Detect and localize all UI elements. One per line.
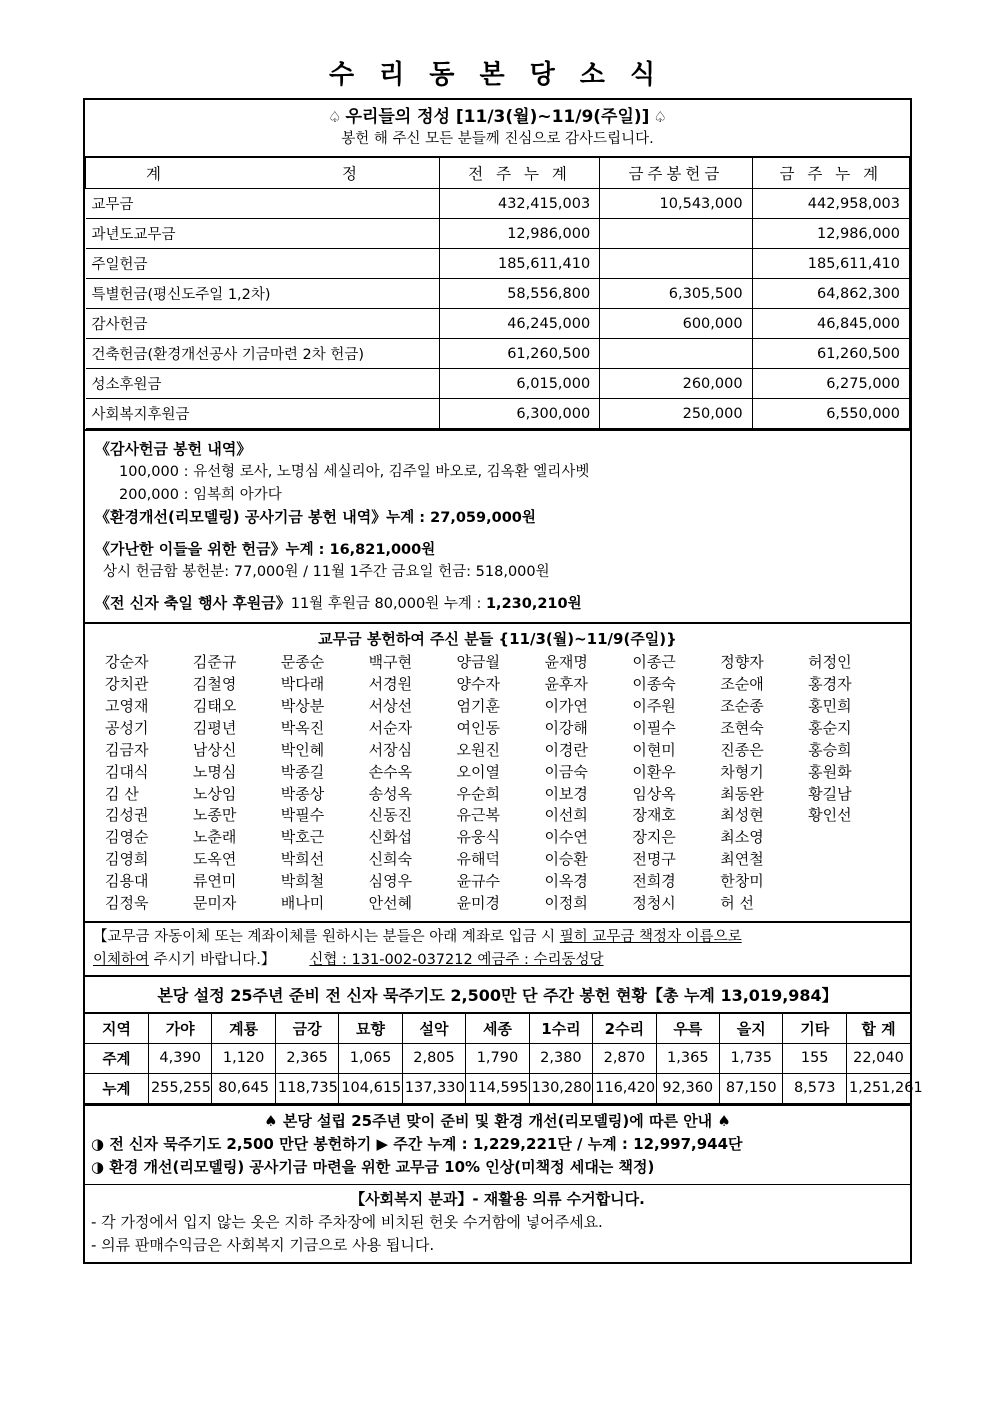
donor-name: 박다래 bbox=[280, 675, 325, 694]
offering-row-total: 185,611,410 bbox=[752, 249, 909, 279]
donor-name: 유근복 bbox=[456, 806, 501, 825]
donor-name: 신동진 bbox=[368, 806, 413, 825]
donor-name: 엄기훈 bbox=[456, 697, 501, 716]
donor-name: 오원진 bbox=[456, 740, 501, 759]
offering-row-week: 6,305,500 bbox=[600, 279, 752, 309]
announcement-item-1 bbox=[85, 1133, 910, 1156]
poor-heading: 《가난한 이들을 위한 헌금》 bbox=[95, 539, 286, 558]
region-weekly-value: 1,365 bbox=[656, 1043, 719, 1073]
region-table-header-row bbox=[85, 1013, 910, 1043]
donor-names-grid bbox=[85, 652, 910, 915]
donor-name: 이환우 bbox=[632, 762, 676, 781]
donor-name: 전명구 bbox=[632, 850, 676, 869]
col-header-account-a: 계 bbox=[146, 164, 161, 183]
donor-name: 홍경자 bbox=[808, 675, 852, 694]
donor-name: 노상임 bbox=[192, 784, 237, 803]
donor-name: 최성현 bbox=[720, 806, 764, 825]
donor-name: 정향자 bbox=[720, 653, 764, 672]
poor-fund-line bbox=[95, 538, 910, 561]
offering-row-week: 260,000 bbox=[600, 369, 752, 399]
spade-icon-left: ♤ bbox=[328, 108, 342, 126]
donor-name: 이금숙 bbox=[544, 762, 588, 781]
donor-name bbox=[808, 893, 896, 915]
donor-name: 박종상 bbox=[280, 784, 325, 803]
announcement-item-2-text: 환경 개선(리모델링) 공사기금 마련을 위한 교무금 10% 인상(미책정 세대는 책정) bbox=[109, 1158, 655, 1177]
thanks-line-2: 200,000 : 임복희 아가다 bbox=[119, 486, 282, 503]
donor-name: 장지은 bbox=[632, 828, 676, 847]
poor-value: 누계 : 16,821,000원 bbox=[285, 541, 436, 558]
remodel-heading: 《환경개선(리모델링) 공사기금 봉헌 내역》 bbox=[95, 508, 387, 527]
donor-name: 유해덕 bbox=[456, 850, 501, 869]
table-row bbox=[86, 219, 910, 249]
account-notice-line-1 bbox=[93, 927, 904, 949]
offering-row-name: 감사헌금 bbox=[86, 309, 440, 339]
region-weekly-value: 2,365 bbox=[275, 1043, 338, 1073]
notes-spacer-2 bbox=[95, 584, 910, 592]
account-notice bbox=[85, 921, 910, 976]
donor-name: 양수자 bbox=[456, 675, 501, 694]
donor-name: 심영우 bbox=[368, 872, 413, 891]
donor-name: 윤재명 bbox=[544, 653, 588, 672]
donor-name: 차형기 bbox=[720, 762, 764, 781]
region-cumulative-value: 8,573 bbox=[783, 1073, 846, 1103]
table-row bbox=[86, 189, 910, 219]
offering-row-total: 12,986,000 bbox=[752, 219, 909, 249]
region-cumulative-value: 87,150 bbox=[720, 1073, 783, 1103]
donor-name: 정청시 bbox=[632, 894, 676, 913]
donor-name: 김금자 bbox=[105, 740, 149, 759]
donor-name: 조현숙 bbox=[720, 718, 764, 737]
feast-value-bold: 1,230,210원 bbox=[485, 595, 582, 612]
donor-name: 백구현 bbox=[368, 653, 413, 672]
donor-name bbox=[808, 871, 896, 893]
donor-name: 김 산 bbox=[105, 784, 139, 803]
donor-names-title: 교무금 봉헌하여 주신 분들 {11/3(월)~11/9(주일)} bbox=[318, 630, 677, 649]
bank-account-info: 신협 : 131-002-037212 예금주 : 수리동성당 bbox=[309, 951, 604, 968]
offering-row-week bbox=[600, 219, 752, 249]
donor-name: 박희철 bbox=[280, 872, 325, 891]
donor-name: 박희선 bbox=[280, 850, 325, 869]
offering-row-prev-total: 12,986,000 bbox=[439, 219, 599, 249]
donor-name: 이종근 bbox=[632, 653, 676, 672]
thanks-line-1: 100,000 : 유선형 로사, 노명심 세실리아, 김주일 바오로, 김옥환 엘리사벳 bbox=[119, 464, 590, 481]
table-row bbox=[86, 369, 910, 399]
offering-row-prev-total: 61,260,500 bbox=[439, 339, 599, 369]
feast-heading: 《전 신자 축일 행사 후원금》 bbox=[95, 593, 291, 612]
region-cumulative-value: 130,280 bbox=[529, 1073, 592, 1103]
region-table-cumulative-row bbox=[85, 1073, 910, 1103]
offering-row-name: 특별헌금(평신도주일 1,2차) bbox=[86, 279, 440, 309]
donor-name: 김평년 bbox=[192, 718, 237, 737]
region-col-header: 기타 bbox=[783, 1013, 846, 1043]
donor-name: 조순애 bbox=[720, 675, 764, 694]
region-cumulative-value: 1,251,261 bbox=[846, 1073, 910, 1103]
region-weekly-value: 2,870 bbox=[593, 1043, 656, 1073]
feast-value-plain: 11월 후원금 80,000원 누계 : bbox=[290, 595, 486, 612]
offering-row-prev-total: 6,015,000 bbox=[439, 369, 599, 399]
donor-name: 이옥경 bbox=[544, 872, 588, 891]
donor-name: 노춘래 bbox=[192, 828, 237, 847]
region-col-header: 금강 bbox=[275, 1013, 338, 1043]
region-cumulative-value: 118,735 bbox=[275, 1073, 338, 1103]
donor-name: 김태오 bbox=[192, 697, 237, 716]
region-weekly-value: 1,790 bbox=[466, 1043, 529, 1073]
offering-header bbox=[85, 100, 910, 156]
announcement-item-2 bbox=[85, 1156, 910, 1179]
donor-name: 박상분 bbox=[280, 697, 325, 716]
offering-row-total: 61,260,500 bbox=[752, 339, 909, 369]
donor-name: 장재호 bbox=[632, 806, 676, 825]
donor-name: 양금월 bbox=[456, 653, 501, 672]
donor-name: 배나미 bbox=[280, 894, 325, 913]
offering-table bbox=[85, 156, 910, 430]
donor-name: 김영순 bbox=[105, 828, 149, 847]
account-notice-text-b: 주시기 바랍니다.】 bbox=[149, 951, 276, 968]
offering-row-total: 442,958,003 bbox=[752, 189, 909, 219]
region-cumulative-value: 116,420 bbox=[593, 1073, 656, 1103]
table-row bbox=[86, 399, 910, 429]
donor-name: 한창미 bbox=[720, 872, 764, 891]
col-header-prev-total: 전 주 누 계 bbox=[439, 157, 599, 189]
offering-row-name: 성소후원금 bbox=[86, 369, 440, 399]
donor-name: 김준규 bbox=[192, 653, 237, 672]
document-frame bbox=[83, 98, 923, 1264]
donor-name: 이가연 bbox=[544, 697, 588, 716]
region-col-header: 1수리 bbox=[529, 1013, 592, 1043]
donor-name: 이승환 bbox=[544, 850, 588, 869]
donor-name: 문종순 bbox=[280, 653, 325, 672]
offering-row-name: 건축헌금(환경개선공사 기금마련 2차 헌금) bbox=[86, 339, 440, 369]
offering-row-week: 10,543,000 bbox=[600, 189, 752, 219]
donor-name: 남상신 bbox=[192, 740, 237, 759]
region-cumulative-value: 104,615 bbox=[339, 1073, 402, 1103]
offering-title-text: 우리들의 정성 [11/3(월)~11/9(주일)] bbox=[345, 107, 650, 127]
donor-name: 오이열 bbox=[456, 762, 501, 781]
donor-name: 최동완 bbox=[720, 784, 764, 803]
offering-row-total: 46,845,000 bbox=[752, 309, 909, 339]
donor-name: 이수연 bbox=[544, 828, 588, 847]
region-row-label: 주계 bbox=[85, 1043, 148, 1073]
donor-name: 전희경 bbox=[632, 872, 676, 891]
donor-name: 조순종 bbox=[720, 697, 764, 716]
offering-row-total: 64,862,300 bbox=[752, 279, 909, 309]
donor-name: 김철영 bbox=[192, 675, 237, 694]
account-notice-line-2 bbox=[93, 950, 904, 972]
offering-row-prev-total: 58,556,800 bbox=[439, 279, 599, 309]
region-cumulative-value: 114,595 bbox=[466, 1073, 529, 1103]
donor-name: 허 선 bbox=[720, 894, 754, 913]
region-col-header: 지역 bbox=[85, 1013, 148, 1043]
donor-name: 홍민희 bbox=[808, 697, 852, 716]
donor-name: 박필수 bbox=[280, 806, 325, 825]
region-col-header: 우륵 bbox=[656, 1013, 719, 1043]
donor-name: 유웅식 bbox=[456, 828, 501, 847]
donor-name: 서순자 bbox=[368, 718, 413, 737]
account-notice-text-a: 【교무금 자동이체 또는 계좌이체를 원하시는 분들은 아래 계좌로 입금 시 bbox=[93, 928, 560, 945]
offering-header-subtitle: 봉헌 해 주신 모든 분들께 진심으로 감사드립니다. bbox=[341, 130, 654, 147]
half-circle-icon-2: ◑ bbox=[91, 1158, 105, 1177]
rosary-section-title: 본당 설정 25주년 준비 전 신자 묵주기도 2,500만 단 주간 봉헌 현황【총 누계 13,019,984】 bbox=[85, 975, 910, 1012]
remodel-value: 누계 : 27,059,000원 bbox=[386, 510, 536, 527]
offering-row-week: 250,000 bbox=[600, 399, 752, 429]
donor-name: 도옥연 bbox=[192, 850, 237, 869]
region-col-header: 설악 bbox=[402, 1013, 465, 1043]
donor-name: 여인동 bbox=[456, 718, 501, 737]
announcement-item-1-text: 전 신자 묵주기도 2,500 만단 봉헌하기 ▶ 주간 누계 : 1,229,221단 / 누계 : 12,997,944단 bbox=[109, 1135, 743, 1154]
offering-table-header-row bbox=[86, 157, 910, 189]
region-col-header: 합 계 bbox=[846, 1013, 910, 1043]
announcements-title: ♠ 본당 설립 25주년 맞이 준비 및 환경 개선(리모델링)에 따른 안내 ♠ bbox=[264, 1111, 731, 1130]
donor-name: 박종길 bbox=[280, 762, 325, 781]
remodel-fund-line bbox=[95, 506, 910, 529]
region-weekly-value: 1,065 bbox=[339, 1043, 402, 1073]
offering-row-name: 교무금 bbox=[86, 189, 440, 219]
donor-name: 노명심 bbox=[192, 762, 237, 781]
region-col-header: 2수리 bbox=[593, 1013, 656, 1043]
donor-name: 안선혜 bbox=[368, 894, 413, 913]
offering-row-name: 과년도교무금 bbox=[86, 219, 440, 249]
col-header-week-total: 금 주 누 계 bbox=[752, 157, 909, 189]
offering-row-total: 6,550,000 bbox=[752, 399, 909, 429]
half-circle-icon-1: ◑ bbox=[91, 1135, 105, 1154]
donor-name: 진종은 bbox=[720, 740, 764, 759]
donor-name: 서경원 bbox=[368, 675, 413, 694]
poor-detail: 상시 헌금함 봉헌분: 77,000원 / 11월 1주간 금요일 헌금: 518,000원 bbox=[103, 564, 550, 581]
donor-name: 손수옥 bbox=[368, 762, 413, 781]
region-weekly-value: 1,735 bbox=[720, 1043, 783, 1073]
region-weekly-value: 2,380 bbox=[529, 1043, 592, 1073]
offering-row-prev-total: 432,415,003 bbox=[439, 189, 599, 219]
donor-name: 강치관 bbox=[105, 675, 149, 694]
donor-name: 최소영 bbox=[720, 828, 764, 847]
donor-name: 홍원화 bbox=[808, 762, 852, 781]
donor-name: 이필수 bbox=[632, 718, 676, 737]
rosary-region-table bbox=[85, 1012, 923, 1104]
welfare-section bbox=[85, 1184, 910, 1263]
table-row bbox=[86, 339, 910, 369]
feast-fund-line bbox=[95, 592, 910, 615]
donor-name: 고영재 bbox=[105, 697, 149, 716]
donor-name: 우순희 bbox=[456, 784, 501, 803]
donor-name bbox=[808, 827, 896, 849]
donor-name bbox=[808, 849, 896, 871]
donor-name: 이종숙 bbox=[632, 675, 676, 694]
table-row bbox=[86, 309, 910, 339]
donor-name: 류연미 bbox=[192, 872, 237, 891]
offering-row-prev-total: 185,611,410 bbox=[439, 249, 599, 279]
donor-name: 윤규수 bbox=[456, 872, 501, 891]
region-cumulative-value: 255,255 bbox=[148, 1073, 211, 1103]
donor-name: 신희숙 bbox=[368, 850, 413, 869]
spade-icon-right: ♤ bbox=[653, 108, 667, 126]
donor-name: 이보경 bbox=[544, 784, 588, 803]
offering-row-week: 600,000 bbox=[600, 309, 752, 339]
thanks-heading: 《감사헌금 봉헌 내역》 bbox=[95, 440, 252, 459]
donor-name: 서상선 bbox=[368, 697, 413, 716]
donor-name: 임상옥 bbox=[632, 784, 676, 803]
region-col-header: 계룡 bbox=[212, 1013, 275, 1043]
donor-name: 박호근 bbox=[280, 828, 325, 847]
donor-name: 황인선 bbox=[808, 806, 852, 825]
donor-name: 홍승희 bbox=[808, 740, 852, 759]
offering-header-title bbox=[85, 106, 910, 129]
region-weekly-value: 4,390 bbox=[148, 1043, 211, 1073]
donor-name: 김정욱 bbox=[105, 894, 149, 913]
account-notice-underline-b: 이체하여 bbox=[93, 951, 150, 968]
donor-name: 허정인 bbox=[808, 653, 852, 672]
region-cumulative-value: 137,330 bbox=[402, 1073, 465, 1103]
offering-row-prev-total: 46,245,000 bbox=[439, 309, 599, 339]
region-cumulative-value: 92,360 bbox=[656, 1073, 719, 1103]
donor-name: 송성옥 bbox=[368, 784, 413, 803]
donor-name: 이강해 bbox=[544, 718, 588, 737]
region-col-header: 묘향 bbox=[339, 1013, 402, 1043]
offering-row-name: 주일헌금 bbox=[86, 249, 440, 279]
region-weekly-value: 1,120 bbox=[212, 1043, 275, 1073]
announcements-section bbox=[85, 1104, 910, 1184]
region-col-header: 을지 bbox=[720, 1013, 783, 1043]
donor-name: 박인혜 bbox=[280, 740, 325, 759]
offering-row-prev-total: 6,300,000 bbox=[439, 399, 599, 429]
offering-notes bbox=[85, 429, 910, 622]
account-notice-underline-a: 필히 교무금 책정자 이름으로 bbox=[559, 928, 742, 945]
donor-name: 이선희 bbox=[544, 806, 588, 825]
region-cumulative-value: 80,645 bbox=[212, 1073, 275, 1103]
notes-spacer bbox=[95, 530, 910, 538]
donor-name: 김영희 bbox=[105, 850, 149, 869]
region-col-header: 가야 bbox=[148, 1013, 211, 1043]
region-table-weekly-row bbox=[85, 1043, 910, 1073]
welfare-title: 【사회복지 분과】- 재활용 의류 수거합니다. bbox=[350, 1189, 645, 1208]
donor-name: 박옥진 bbox=[280, 718, 325, 737]
offering-row-total: 6,275,000 bbox=[752, 369, 909, 399]
donor-name: 윤미경 bbox=[456, 894, 501, 913]
region-weekly-value: 155 bbox=[783, 1043, 846, 1073]
region-weekly-value: 22,040 bbox=[846, 1043, 910, 1073]
table-row bbox=[86, 279, 910, 309]
region-row-label: 누계 bbox=[85, 1073, 148, 1103]
donor-name: 이주원 bbox=[632, 697, 676, 716]
donor-name: 노종만 bbox=[192, 806, 237, 825]
donor-name: 이경란 bbox=[544, 740, 588, 759]
donor-name: 신화섭 bbox=[368, 828, 413, 847]
donor-name: 서장심 bbox=[368, 740, 413, 759]
offering-row-name: 사회복지후원금 bbox=[86, 399, 440, 429]
region-weekly-value: 2,805 bbox=[402, 1043, 465, 1073]
offering-row-week bbox=[600, 339, 752, 369]
donor-name: 이정희 bbox=[544, 894, 588, 913]
donor-name: 황길남 bbox=[808, 784, 852, 803]
donor-name: 김성권 bbox=[105, 806, 149, 825]
col-header-week-offering: 금주봉헌금 bbox=[600, 157, 752, 189]
donor-name: 김용대 bbox=[105, 872, 149, 891]
table-row bbox=[86, 249, 910, 279]
col-header-account-b: 정 bbox=[342, 164, 357, 183]
donor-name: 강순자 bbox=[105, 653, 149, 672]
donor-name: 김대식 bbox=[105, 762, 149, 781]
donor-name: 윤후자 bbox=[544, 675, 588, 694]
donor-name: 최연철 bbox=[720, 850, 764, 869]
donor-names-section bbox=[85, 622, 910, 921]
welfare-line-1: - 각 가정에서 입지 않는 옷은 지하 주차장에 비치된 헌옷 수거함에 넣어주세요. bbox=[91, 1212, 603, 1231]
region-col-header: 세종 bbox=[466, 1013, 529, 1043]
page-title: 수 리 동 본 당 소 식 bbox=[328, 60, 664, 90]
donor-name: 홍순지 bbox=[808, 718, 852, 737]
col-header-account bbox=[86, 157, 440, 189]
donor-name: 이현미 bbox=[632, 740, 676, 759]
offering-row-week bbox=[600, 249, 752, 279]
donor-name: 문미자 bbox=[192, 894, 237, 913]
donor-name: 공성기 bbox=[105, 718, 149, 737]
welfare-line-2: - 의류 판매수익금은 사회복지 기금으로 사용 됩니다. bbox=[91, 1236, 435, 1255]
